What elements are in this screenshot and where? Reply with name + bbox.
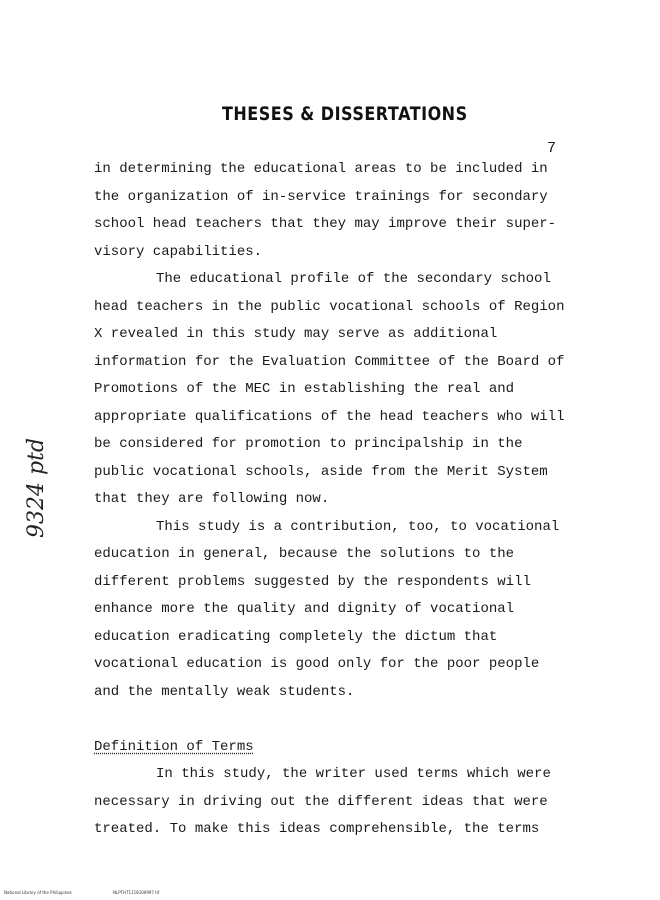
text-line: school head teachers that they may improve their super- — [94, 216, 557, 232]
text-line: This study is a contribution, too, to vocational — [156, 518, 560, 535]
text-line: visory capabilities. — [94, 243, 263, 260]
section-heading: Definition of Terms — [94, 738, 254, 755]
text-line: enhance more the quality and dignity of vocational — [94, 601, 515, 617]
text-line: necessary in driving out the different ideas that were — [94, 793, 548, 810]
text-line: treated. To make this ideas comprehensible, the terms — [94, 821, 540, 837]
text-line: the organization of in-service trainings for secondary — [94, 188, 548, 205]
text-line: information for the Evaluation Committee of the Board of — [94, 353, 565, 370]
stamp-heading: THESES & DISSERTATIONS — [222, 102, 468, 125]
text-line: be considered for promotion to principalship in the — [94, 436, 523, 452]
text-line: and the mentally weak students. — [94, 683, 355, 700]
handwritten-margin-note: 9324 ptd — [24, 438, 49, 538]
text-line: education eradicating completely the dictum that — [94, 628, 498, 645]
text-line: education in general, because the solutions to the — [94, 546, 515, 562]
text-line: public vocational schools, aside from the Merit System — [94, 463, 548, 480]
scan-footer — [4, 890, 199, 895]
footer-code: NLPTHT1118100997 tif — [113, 890, 160, 895]
text-line: in determining the educational areas to be included in — [94, 161, 548, 177]
text-line: that they are following now. — [94, 491, 330, 507]
text-line: appropriate qualifications of the head teachers who will — [94, 408, 565, 425]
document-body — [94, 156, 574, 844]
page-number: 7 — [547, 140, 557, 157]
margin-annotation-area — [24, 438, 54, 540]
section-heading-line — [94, 734, 574, 762]
text-line: vocational education is good only for the poor people — [94, 656, 540, 672]
text-line: different problems suggested by the respondents will — [94, 573, 531, 590]
text-line: head teachers in the public vocational schools of Region — [94, 298, 565, 315]
text-line: The educational profile of the secondary school — [156, 271, 551, 287]
text-line: In this study, the writer used terms which were — [156, 766, 551, 782]
footer-library: National Library of the Philippines — [4, 890, 72, 895]
text-line: Promotions of the MEC in establishing the real and — [94, 381, 515, 397]
text-line: X revealed in this study may serve as additional — [94, 326, 498, 342]
